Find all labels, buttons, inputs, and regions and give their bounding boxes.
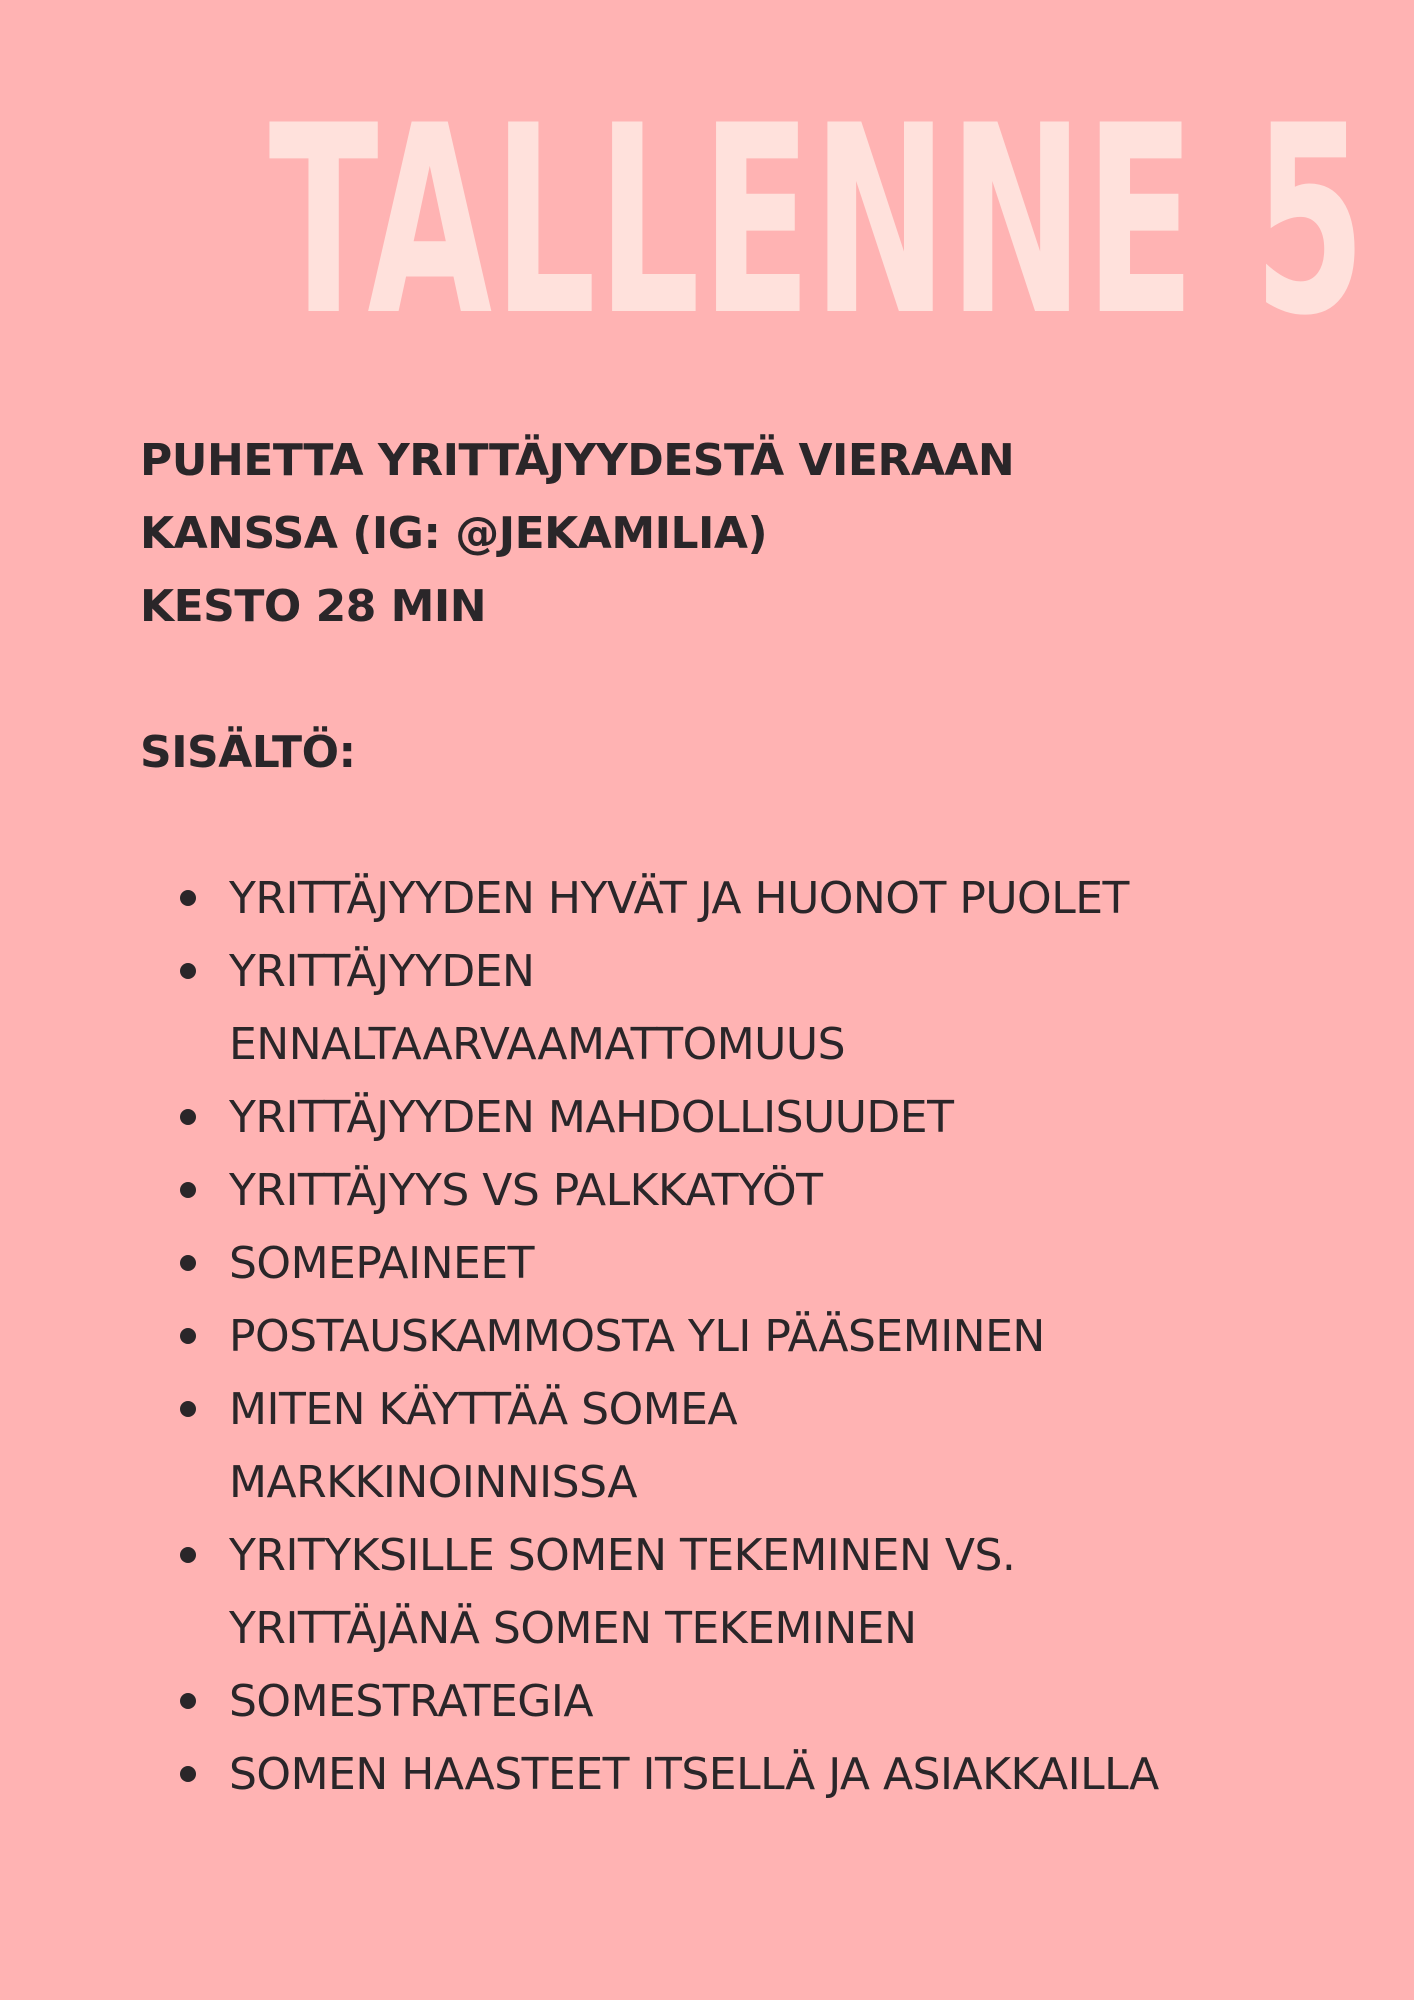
bullet-icon — [180, 890, 196, 906]
bullet-icon — [180, 1182, 196, 1198]
episode-description — [140, 424, 1340, 643]
list-item: SOMEN HAASTEET ITSELLÄ JA ASIAKKAILLA — [140, 1738, 1340, 1811]
contents-heading: SISÄLTÖ: — [140, 727, 356, 778]
bullet-icon — [180, 1255, 196, 1271]
bullet-icon — [180, 1766, 196, 1782]
list-item: YRITTÄJYYDEN MAHDOLLISUUDET — [140, 1081, 1340, 1154]
description-line-2: KANSSA (IG: @JEKAMILIA) — [140, 508, 768, 559]
list-item: SOMEPAINEET — [140, 1227, 1340, 1300]
page-title: TALLENNE 5 — [268, 71, 1368, 373]
list-item: SOMESTRATEGIA — [140, 1665, 1340, 1738]
bullet-icon — [180, 1328, 196, 1344]
list-item: POSTAUSKAMMOSTA YLI PÄÄSEMINEN — [140, 1300, 1340, 1373]
episode-duration: KESTO 28 MIN — [140, 581, 487, 632]
bullet-icon — [180, 1109, 196, 1125]
episode-details — [140, 424, 1340, 1811]
list-item: YRITYKSILLE SOMEN TEKEMINEN VS. YRITTÄJÄNÄ SOMEN TEKEMINEN — [140, 1519, 1340, 1665]
bullet-icon — [180, 1401, 196, 1417]
description-line-1: PUHETTA YRITTÄJYYDESTÄ VIERAAN — [140, 435, 1015, 486]
bullet-icon — [180, 1693, 196, 1709]
topic-list — [140, 862, 1340, 1811]
list-item: YRITTÄJYYS VS PALKKATYÖT — [140, 1154, 1340, 1227]
bullet-icon — [180, 963, 196, 979]
list-item: YRITTÄJYYDEN HYVÄT JA HUONOT PUOLET — [140, 862, 1340, 935]
list-item: YRITTÄJYYDEN ENNALTAARVAAMATTOMUUS — [140, 935, 1340, 1081]
list-item: MITEN KÄYTTÄÄ SOMEA MARKKINOINNISSA — [140, 1373, 1340, 1519]
bullet-icon — [180, 1547, 196, 1563]
